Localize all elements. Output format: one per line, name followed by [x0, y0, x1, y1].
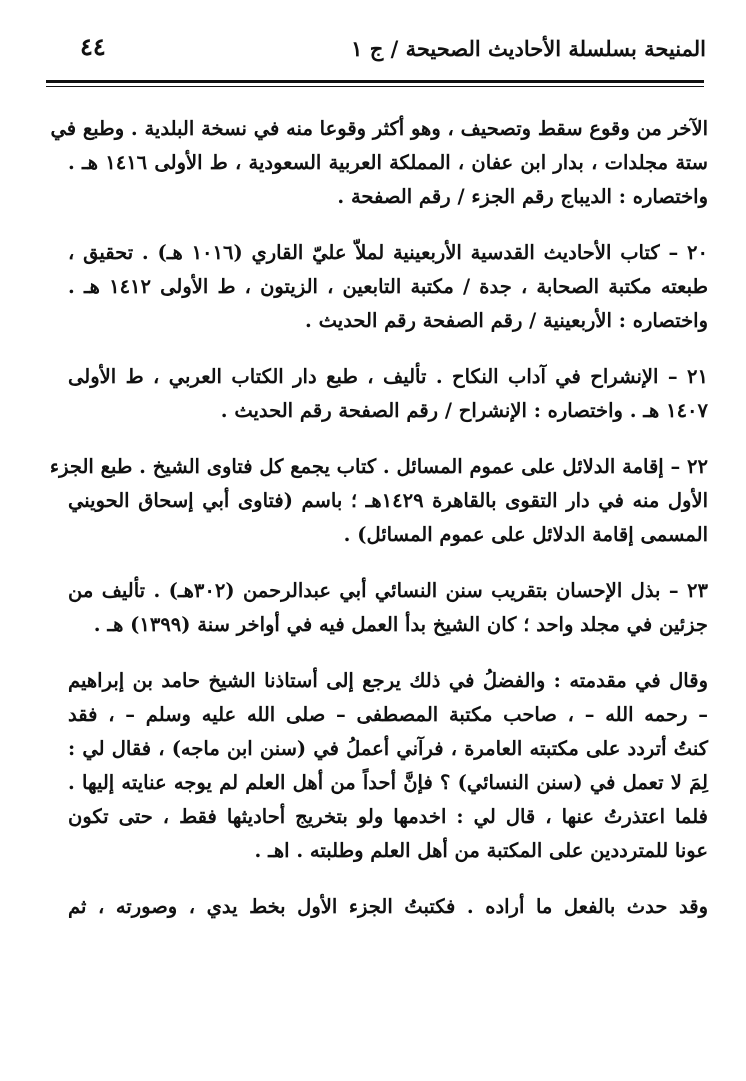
- text-line: الآخر من وقوع سقط وتصحيف ، وهو أكثر وقوعا منه في نسخة البلدية . وطبع في: [50, 117, 708, 140]
- header-rule-thin: [46, 86, 704, 87]
- quoted-introduction: [68, 664, 708, 868]
- text-line: كنتُ أتردد على مكتبته العامرة ، فرآني أعملُ في (سنن ابن ماجه) ، فقال لي :: [68, 737, 708, 760]
- header-rule-thick: [46, 80, 704, 83]
- text-line: وقد حدث بالفعل ما أراده . فكتبتُ الجزء الأول بخط يدي ، وصورته ، ثم: [68, 895, 708, 918]
- text-line: الأول منه في دار التقوى بالقاهرة ١٤٢٩هـ ؛ باسم (فتاوى أبي إسحاق الحويني: [68, 489, 708, 512]
- closing-paragraph: [68, 890, 708, 924]
- text-line: ٢١ – الإنشراح في آداب النكاح . تأليف ، طبع دار الكتاب العربي ، ط الأولى: [68, 365, 708, 388]
- text-line: ستة مجلدات ، بدار ابن عفان ، المملكة العربية السعودية ، ط الأولى ١٤١٦ هـ .: [68, 151, 708, 174]
- paragraph-continuation: [50, 112, 708, 214]
- entry-23: [68, 574, 708, 642]
- text-line: ١٤٠٧ هـ . واختصاره : الإنشراح / رقم الصفحة رقم الحديث .: [220, 399, 708, 422]
- page-number: ٤٤: [80, 32, 106, 61]
- entry-20: [68, 236, 708, 338]
- text-line: طبعته مكتبة الصحابة ، جدة / مكتبة التابعين ، الزيتون ، ط الأولى ١٤١٢ هـ .: [68, 275, 708, 298]
- text-line: المسمى إقامة الدلائل على عموم المسائل) .: [343, 523, 708, 546]
- text-line: واختصاره : الديباج رقم الجزء / رقم الصفحة .: [337, 185, 708, 208]
- text-line: واختصاره : الأربعينية / رقم الصفحة رقم الحديث .: [305, 309, 708, 332]
- text-line: جزئين في مجلد واحد ؛ كان الشيخ بدأ العمل فيه في أواخر سنة (١٣٩٩) هـ .: [93, 613, 708, 636]
- text-line: ٢٣ – بذل الإحسان بتقريب سنن النسائي أبي عبدالرحمن (٣٠٢هـ) . تأليف من: [68, 579, 708, 602]
- text-line: ٢٠ – كتاب الأحاديث القدسية الأربعينية لملاّ عليّ القاري (١٠١٦ هـ) . تحقيق ،: [68, 241, 708, 264]
- running-header: [80, 30, 706, 70]
- running-title: المنيحة بسلسلة الأحاديث الصحيحة / ج ١: [351, 36, 706, 61]
- entry-21: [68, 360, 708, 428]
- text-line: – رحمه الله – ، صاحب مكتبة المصطفى – صلى الله عليه وسلم – ، فقد: [68, 703, 708, 726]
- text-line: عونا للمترددين على المكتبة من أهل العلم وطلبته . اهـ .: [254, 839, 708, 862]
- text-line: وقال في مقدمته : والفضلُ في ذلك يرجع إلى أستاذنا الشيخ حامد بن إبراهيم: [68, 669, 708, 692]
- body-text: [49, 112, 708, 930]
- text-line: فلما اعتذرتُ عنها ، قال لي : اخدمها ولو بتخريج أحاديثها فقط ، حتى تكون: [68, 805, 708, 828]
- text-line: ٢٢ – إقامة الدلائل على عموم المسائل . كتاب يجمع كل فتاوى الشيخ . طبع الجزء: [49, 455, 708, 478]
- entry-22: [49, 450, 708, 552]
- text-line: لِمَ لا تعمل في (سنن النسائي) ؟ فإنَّ أحداً من أهل العلم لم يوجه عنايته إليها .: [68, 771, 708, 794]
